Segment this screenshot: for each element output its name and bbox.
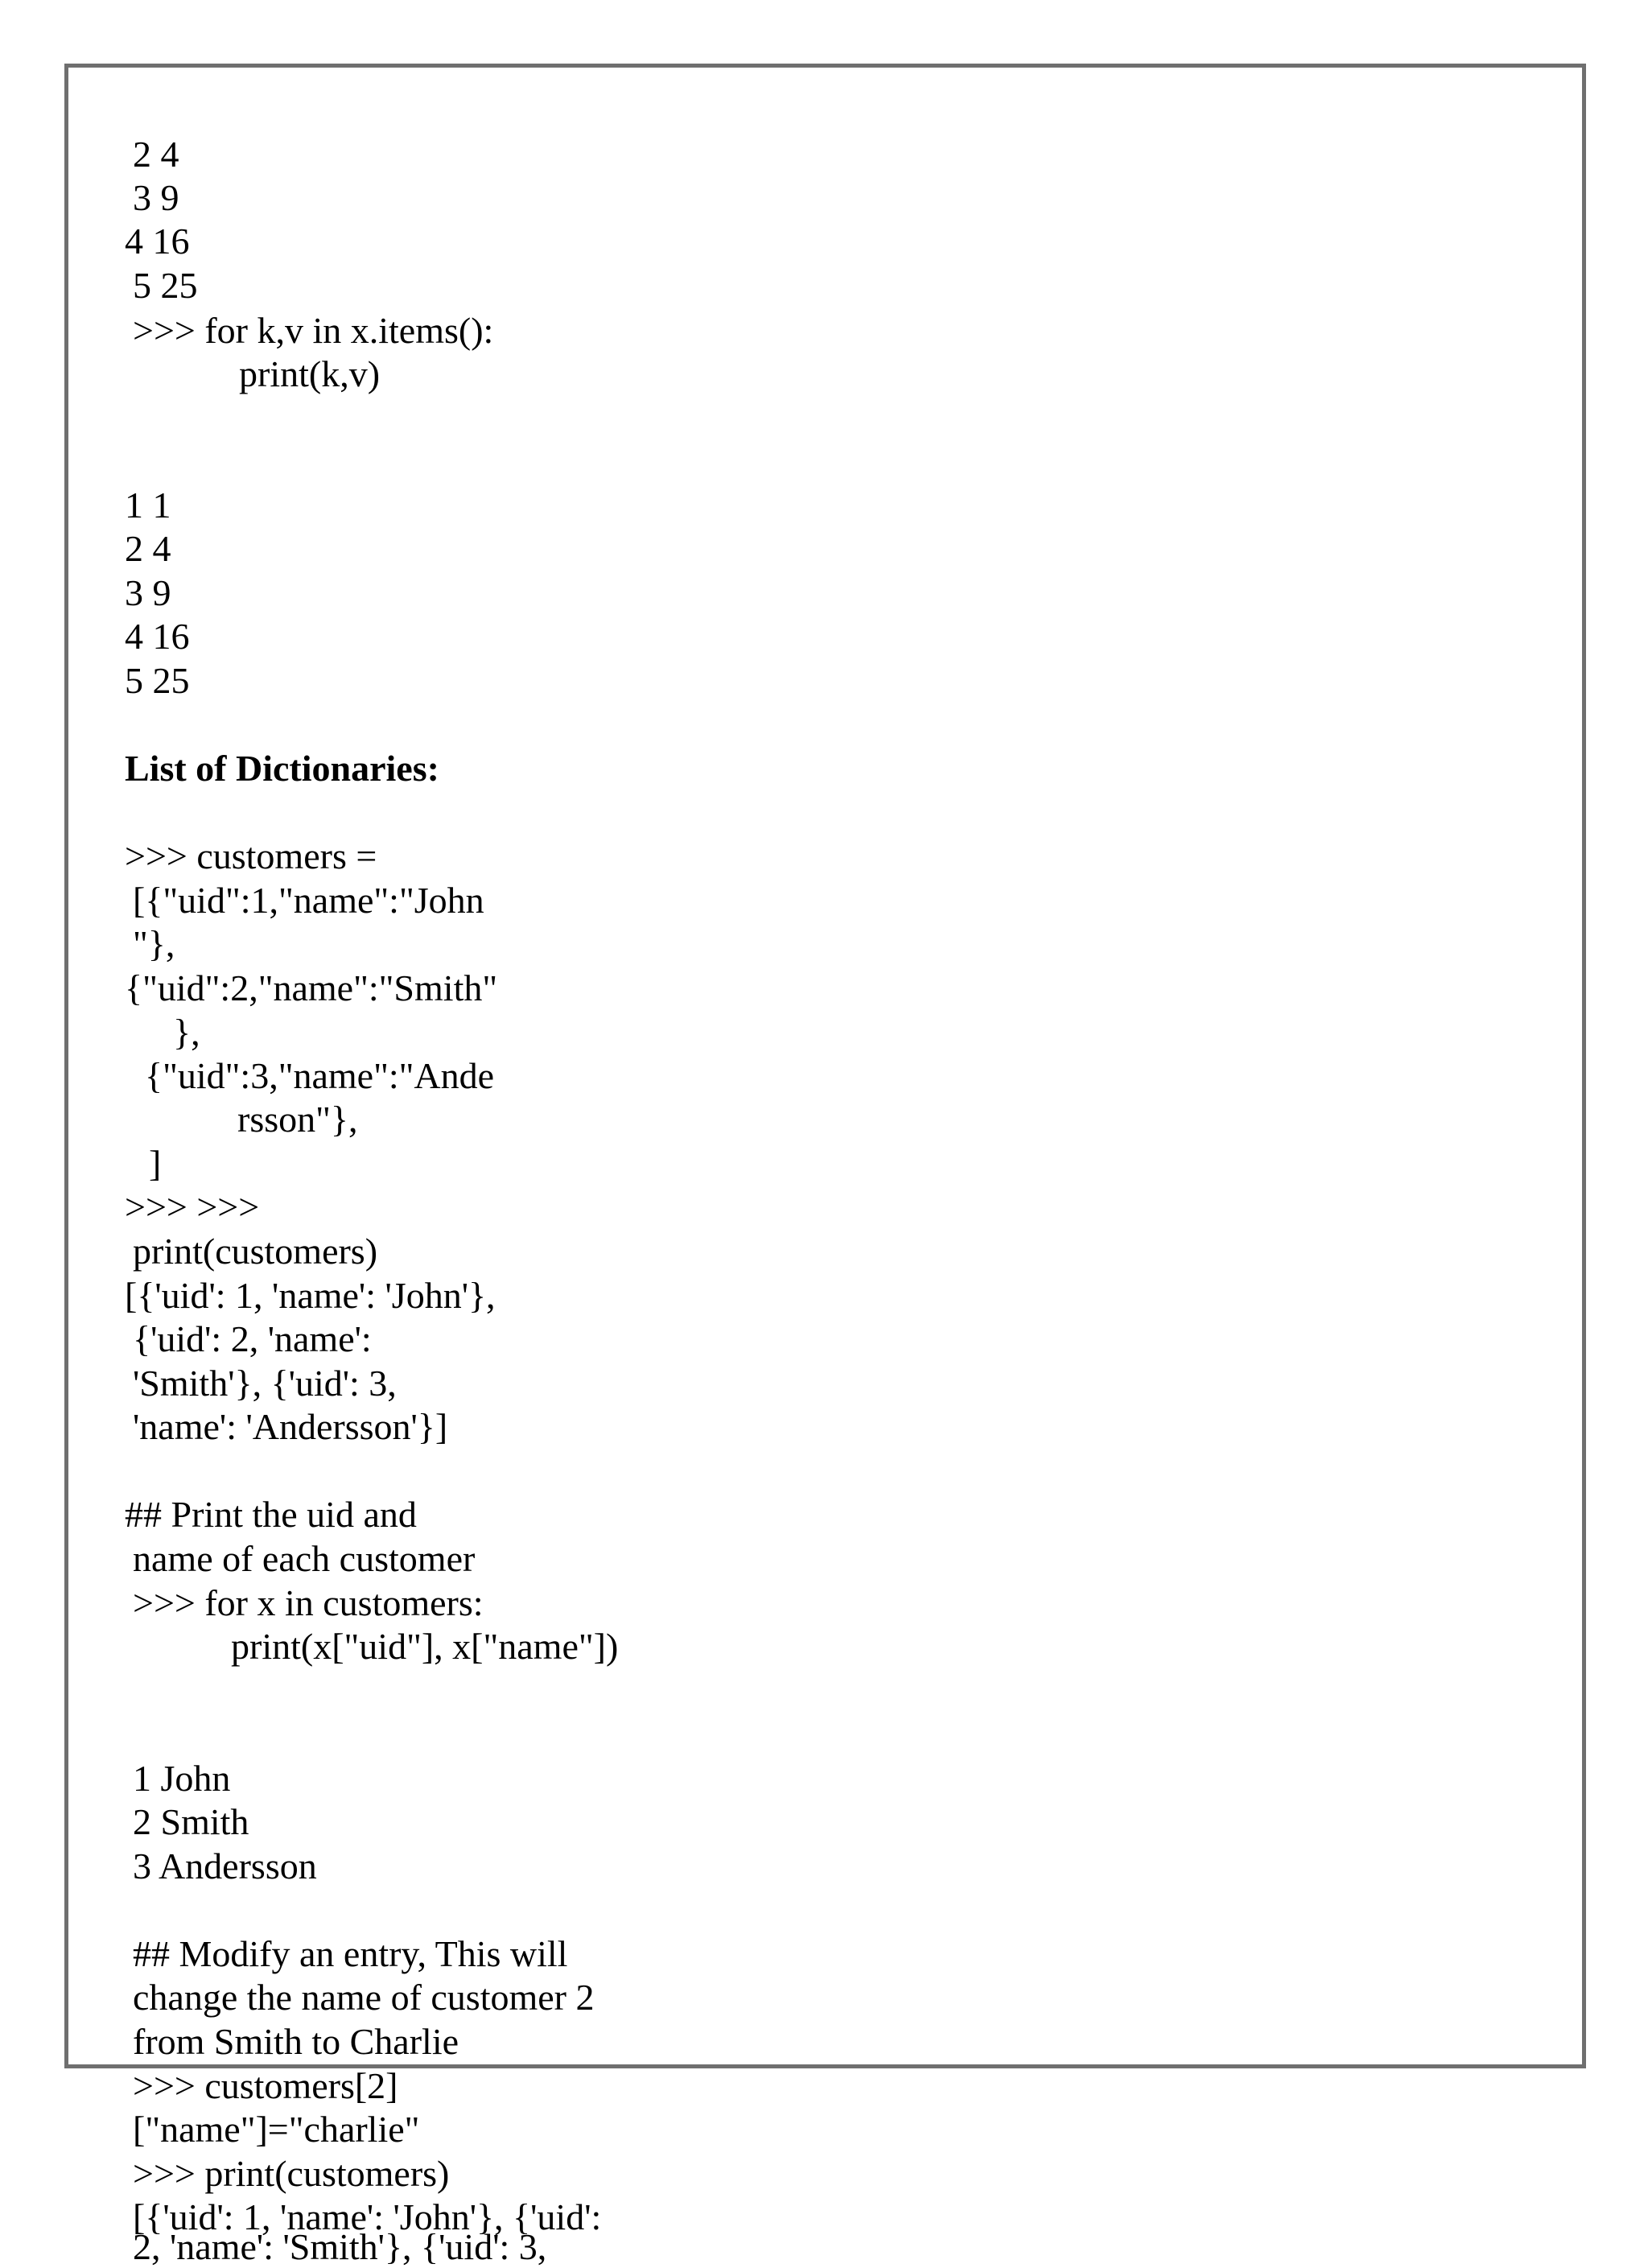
output-line: 1 John [133,1758,231,1799]
code-line: "}, [133,923,175,964]
comment-line: ## Modify an entry, This will [133,1933,568,1974]
output-line: 3 Andersson [133,1845,317,1887]
code-line: >>> >>> [125,1186,260,1227]
text-line: 4 16 [125,221,190,262]
comment-line: from Smith to Charlie [133,2021,459,2062]
code-line: [{'uid': 1, 'name': 'John'}, {'uid': [133,2196,602,2237]
code-line: >>> for x in customers: [133,1582,484,1623]
code-line: >>> for k,v in x.items(): [133,310,494,351]
code-line: {'uid': 2, 'name': [133,1318,372,1359]
code-line: print(x["uid"], x["name"]) [231,1626,619,1667]
code-line: }, [173,1012,200,1053]
text-line: 2 4 [133,134,179,175]
code-line: 'name': 'Andersson'}] [133,1406,448,1447]
code-line: >>> customers = [125,835,377,876]
comment-line: ## Print the uid and [125,1494,417,1535]
code-line-clipped: 2, 'name': 'Smith'}, {'uid': 3, [133,2227,547,2267]
section-heading: List of Dictionaries: [125,748,439,789]
code-line: {"uid":2,"name":"Smith" [125,967,498,1008]
code-line: >>> customers[2] [133,2065,398,2106]
code-line: ] [149,1143,162,1184]
output-line: 1 1 [125,485,171,526]
output-line: 5 25 [125,660,190,701]
output-line: 2 Smith [133,1801,249,1842]
code-line: [{'uid': 1, 'name': 'John'}, [125,1275,496,1316]
code-line: rsson"}, [237,1099,358,1140]
text-line: 5 25 [133,265,198,306]
code-line: ["name"]="charlie" [133,2109,420,2150]
output-line: 3 9 [125,572,171,613]
code-line: 'Smith'}, {'uid': 3, [133,1363,397,1404]
code-line: >>> print(customers) [133,2153,450,2194]
comment-line: name of each customer [133,1538,476,1579]
code-line: {"uid":3,"name":"Ande [145,1055,495,1096]
code-line: [{"uid":1,"name":"John [133,880,484,921]
code-line: print(customers) [133,1231,378,1272]
code-line: print(k,v) [239,353,381,394]
output-line: 4 16 [125,616,190,657]
text-line: 3 9 [133,177,179,218]
comment-line: change the name of customer 2 [133,1977,595,2018]
output-line: 2 4 [125,528,171,569]
